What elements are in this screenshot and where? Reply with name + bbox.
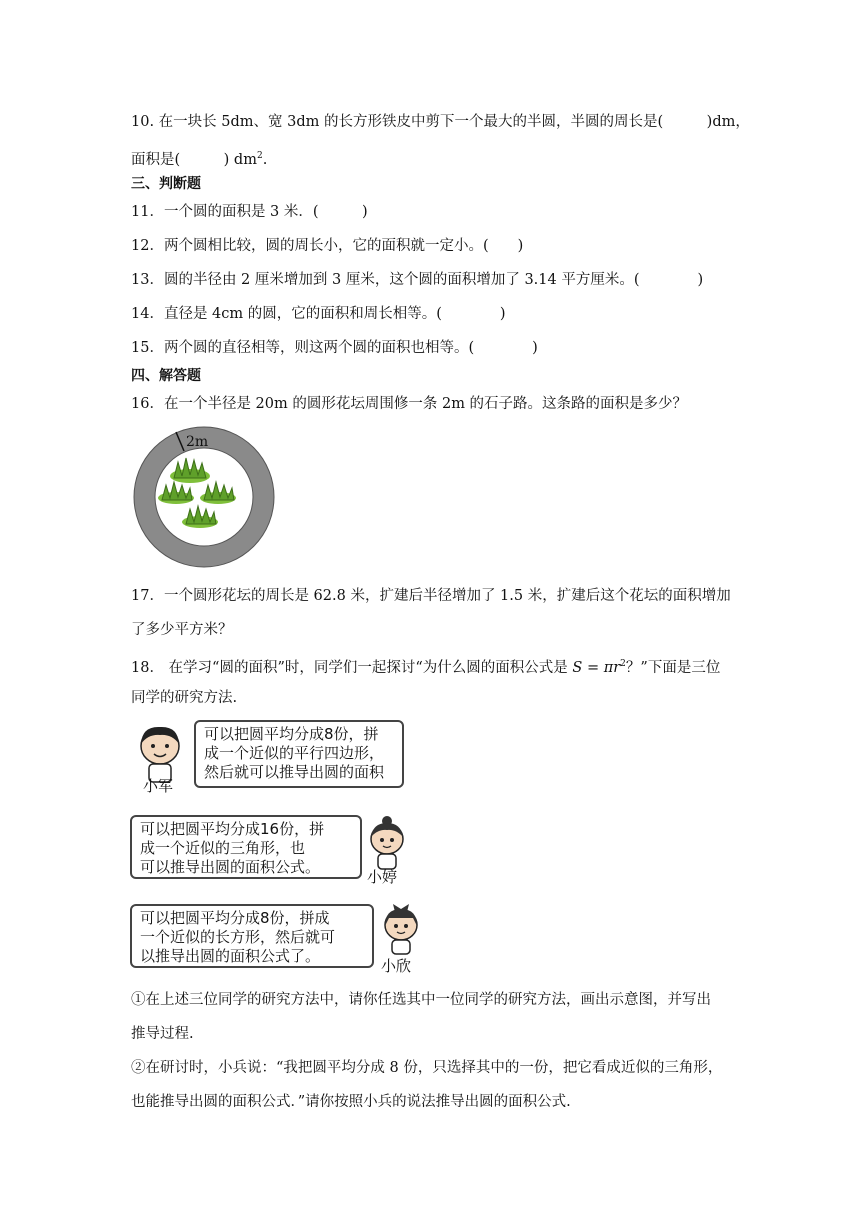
student-name-xiaoting: 小婷 (367, 868, 398, 886)
question-11: 11．一个圆的面积是 3 米．( ) (131, 204, 368, 220)
question-15: 15．两个圆的直径相等，则这两个圆的面积也相等。( ) (131, 340, 538, 356)
bubble-line: 可以把圆平均分成8份，拼成 (140, 909, 330, 927)
bubble-line: 然后就可以推导出圆的面积 (204, 763, 385, 781)
question-17-line-2: 了多少平方米？ (131, 622, 233, 638)
bubble-line: 成一个近似的平行四边形， (204, 744, 385, 762)
speech-bubble-xiaojun (194, 720, 404, 788)
bubble-line: 一个近似的长方形，然后就可 (140, 928, 336, 946)
q18-intro-text: 18． 在学习“圆的面积”时，同学们一起探讨“为什么圆的面积公式是 (131, 659, 573, 676)
q18-intro-end: ？”下面是三位 (625, 659, 721, 676)
bubble-line: 成一个近似的三角形，也 (140, 839, 306, 857)
sub-question-2-line-2: 也能推导出圆的面积公式．”请你按照小兵的说法推导出圆的面积公式. (131, 1094, 571, 1110)
student-name-xiaojun: 小军 (143, 777, 174, 795)
ring-garden-figure (130, 424, 278, 570)
girl-avatar-icon (364, 815, 410, 871)
question-17-line-1: 17．一个圆形花坛的周长是 62.8 米，扩建后半径增加了 1.5 米，扩建后这个花坛的面积增加 (131, 588, 731, 604)
question-18-line-1 (131, 654, 720, 678)
sub-question-1-line-1: ①在上述三位同学的研究方法中，请你任选其中一位同学的研究方法，画出示意图，并写出 (131, 992, 711, 1008)
sub-question-2-line-1: ②在研讨时，小兵说：“我把圆平均分成 8 份，只选择其中的一份，把它看成近似的三角形， (131, 1060, 723, 1076)
bubble-line: 可以把圆平均分成8份，拼 (204, 725, 379, 743)
student-name-xiaoxin: 小欣 (381, 957, 412, 975)
q10-area-exponent: 2 (256, 151, 263, 161)
bubble-line: 以推导出圆的面积公式了。 (140, 947, 321, 965)
bubble-line: 可以把圆平均分成16份，拼 (140, 820, 325, 838)
q10-area-period: . (262, 151, 268, 168)
area-formula: S = πr (572, 659, 621, 676)
question-14: 14．直径是 4cm 的圆，它的面积和周长相等。( ) (131, 306, 506, 322)
section-4-heading: 四、解答题 (131, 368, 201, 384)
area-formula-exponent: 2 (620, 659, 626, 669)
question-18-line-2: 同学的研究方法. (131, 690, 238, 706)
question-12: 12．两个圆相比较，圆的周长小，它的面积就一定小。( ) (131, 238, 524, 254)
question-16: 16．在一个半径是 20m 的圆形花坛周围修一条 2m 的石子路。这条路的面积是多少？ (131, 396, 688, 412)
section-3-heading: 三、判断题 (131, 176, 201, 192)
speech-bubble-xiaoting (130, 815, 362, 879)
girl-with-bow-avatar-icon (378, 900, 424, 956)
speech-bubble-xiaoxin (130, 904, 374, 968)
question-10-line-2 (131, 146, 267, 170)
question-13: 13．圆的半径由 2 厘米增加到 3 厘米，这个圆的面积增加了 3.14 平方厘米。( ) (131, 272, 704, 288)
path-width-label: 2m (186, 434, 209, 450)
q10-area-text: 面积是( ) dm (131, 151, 257, 168)
sub-question-1-line-2: 推导过程. (131, 1026, 194, 1042)
question-10-line-1: 10. 在一块长 5dm、宽 3dm 的长方形铁皮中剪下一个最大的半圆，半圆的周长是( )dm， (131, 114, 750, 130)
bubble-line: 可以推导出圆的面积公式。 (140, 858, 321, 876)
